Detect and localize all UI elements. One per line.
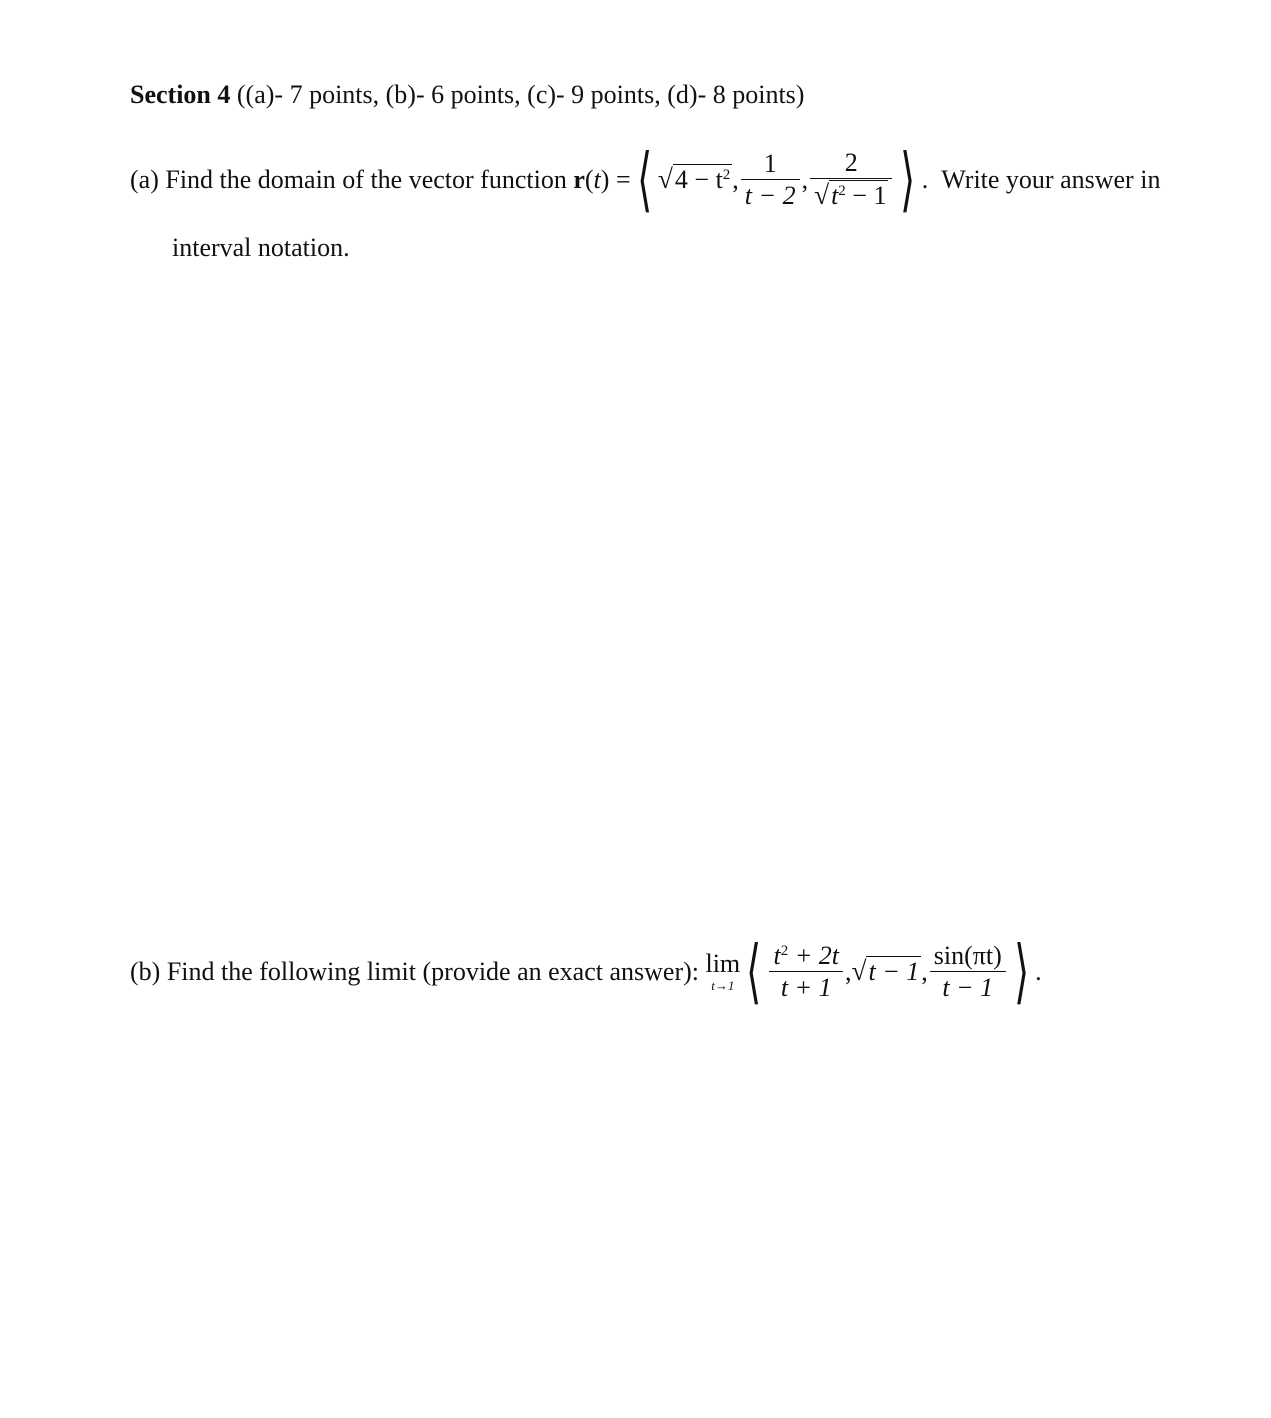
part-a-label: (a) bbox=[130, 164, 159, 194]
sqrt-4-minus-t2: $√4 - t^2$ bbox=[657, 164, 731, 194]
fraction-sin-pi-t-over-t-minus-1: $\frac{\sin(\pi t)}{t - 1}$ bbox=[930, 942, 1006, 1002]
part-a-period: . bbox=[921, 164, 929, 194]
section-points: ((a)- 7 points, (b)- 6 points, (c)- 9 points, (d)- 8 points) bbox=[236, 80, 805, 109]
part-b-label: (b) bbox=[130, 956, 161, 986]
section-title: Section 4 bbox=[130, 80, 231, 109]
part-a-text: Find the domain of the vector function bbox=[165, 164, 567, 194]
fraction-2-over-sqrt: $\frac{2}{√t^2 - 1}$ bbox=[810, 149, 892, 210]
limit-operator: lim t→1 bbox=[705, 949, 741, 993]
right-angle-bracket: ⟩ bbox=[900, 138, 916, 220]
section-header bbox=[130, 80, 804, 110]
fraction-1-over-t-minus-2: $\frac{1}{t - 2}$ bbox=[741, 150, 800, 210]
part-b-period: . bbox=[1035, 956, 1042, 986]
part-a-text-after: Write your answer in bbox=[941, 164, 1161, 194]
part-b-question: (b) Find the following limit (provide an exact answer): lim t→1 ⟨ $\frac{t^2 + 2t}{t + 1}$ , √t − 1 , $\frac{\sin(\pi t)}{t - 1}$ ⟩ . bbox=[130, 930, 1042, 1012]
left-angle-bracket: ⟨ bbox=[746, 930, 762, 1012]
fraction-t2-plus-2t-over-t-plus-1: $\frac{t^2 + 2t}{t + 1}$ bbox=[769, 942, 843, 1002]
sqrt-t-minus-1: √t − 1 bbox=[851, 956, 920, 986]
vector-function-r: r(t) = bbox=[573, 164, 631, 194]
part-a-question: (a) Find the domain of the vector function r(t) = ⟨ $√4 - t^2$ , $\frac{1}{t - 2}$ , $\frac{2}{√t^2 - 1}$ ⟩ . Write your answer in bbox=[130, 138, 1161, 220]
part-b-text: Find the following limit (provide an exact answer): bbox=[166, 956, 699, 986]
right-angle-bracket: ⟩ bbox=[1013, 930, 1029, 1012]
left-angle-bracket: ⟨ bbox=[636, 138, 652, 220]
part-a-line2: interval notation. bbox=[172, 233, 350, 262]
